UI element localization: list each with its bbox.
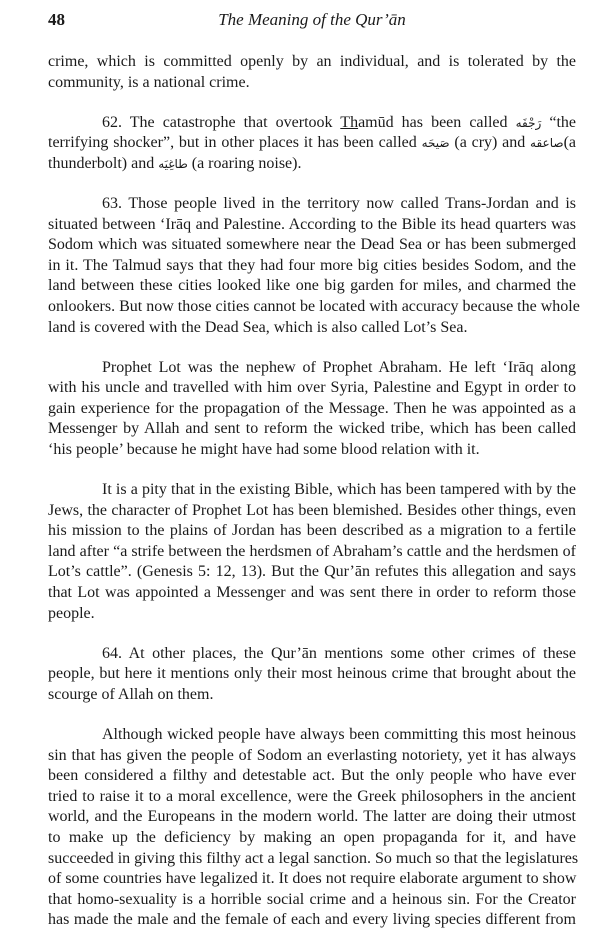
arabic-word: رَجْفَه [515,115,542,130]
arabic-word: صاعقه [530,136,564,151]
text-line: Sodom which was situated somewhere near the Dead Sea or has been submerged [48,236,576,254]
text-line: Jews, the character of Prophet Lot has been blemished. Besides other things, even [48,501,576,519]
text-line: to make up the deficiency by making an open propaganda for it, and have [48,829,576,846]
text-line: land is covered with the Dead Sea, which is also called Lot’s Sea. [48,318,468,336]
text-line: that Lot was appointed a Messenger and was sent there in order to reform those [48,584,576,602]
text-line: gain experience for the propagation of the Message. Then he was appointed as a [48,399,576,417]
text-line [48,133,576,154]
text-line: land between these cities looked like one big garden for miles, and charmed the [48,277,576,295]
text-line: situated between ‘Irāq and Palestine. According to the Bible its head quarters was [48,215,576,233]
text-line: world, and the Europeans in the modern world. The latter are doing their utmost [48,808,576,826]
text-line: 63. Those people lived in the territory now called Trans-Jordan and is [102,194,576,212]
text-line: scourge of Allah on them. [48,685,214,703]
text-line: crime, which is committed openly by an individual, and is tolerated by the [48,53,576,70]
paragraph-note-62 [48,113,576,175]
paragraph-bible [48,480,576,624]
page-body [48,52,580,950]
text-line: succeeded in giving this filthy act a legal sanction. So much so that the legislatures [48,849,579,867]
arabic-word: طاغِيَه [158,156,188,171]
text-line: in it. The Talmud says that they had four more big cities besides Sodom, and the [48,256,576,274]
text-line: ‘his people’ because he might have had some blood relation with it. [48,441,480,458]
text: 62. The catastrophe that overtook [102,113,341,131]
paragraph-continued [48,52,576,93]
text: (a roaring noise). [187,154,302,172]
paragraph-although [48,725,579,931]
text-line: Lot’s cattle”. (Genesis 5: 12, 13). But the Qur’ān refutes this allegation and says [48,563,576,581]
paragraph-note-64 [48,644,576,706]
text: (a cry) and [449,134,531,152]
text-line: It is a pity that in the existing Bible, which has been tampered with by the [102,481,576,499]
text: thunderbolt) and [48,154,159,172]
running-title: The Meaning of the Qur’ān [218,10,406,29]
text-line [48,113,576,134]
text-line: has made the male and the female of each and every living species different from [48,911,576,929]
underlined-text: Th [340,113,359,131]
text-line: land after “a strife between the herdsmen of Abraham’s cattle and the herdsmen of [48,542,576,560]
paragraph-prophet-lot [48,358,576,461]
text-line: been considered a filthy and detestable act. But the only people who have ever [48,767,576,785]
text-line: of some countries have legalized it. It does not require elaborate argument to show [48,870,577,888]
text-line: Messenger by Allah and sent to reform the wicked tribe, which has been called [48,420,576,438]
text-line [48,154,576,175]
text-line: Prophet Lot was the nephew of Prophet Abraham. He left ‘Irāq along [102,358,576,376]
text-line: his mission to the plains of Jordan has been described as a migration to a fertile [48,522,576,540]
text: (a [563,134,576,152]
text-line: Although wicked people have always been committing this most heinous [102,726,576,744]
text-line: people, but here it mentions only their most heinous crime that brought about the [48,665,576,683]
text-line: tried to raise it to a moral excellence, were the Greek philosophers in the ancient [48,787,576,805]
text-line: 64. At other places, the Qur’ān mentions some other crimes of these [102,644,576,662]
text: “the [541,113,576,131]
text-line: people. [48,604,95,622]
text-line: sin that has given the people of Sodom an everlasting notoriety, yet it has always [48,746,576,764]
running-header [48,10,576,32]
text-line: community, is a national crime. [48,73,250,91]
text-line: onlookers. But now those cities cannot be located with accuracy because the whole [48,297,580,315]
arabic-word: صَيحَه [421,136,450,151]
paragraph-note-63 [48,194,580,338]
text: terrifying shocker”, but in other places it has been called [48,134,422,152]
text-line: that homo-sexuality is a horrible social crime and a heinous sin. For the Creator [48,890,576,908]
page-number: 48 [48,10,65,29]
text: amūd has been called [358,113,516,131]
text-line: with his uncle and travelled with him over Syria, Palestine and Egypt in order to [48,379,576,397]
